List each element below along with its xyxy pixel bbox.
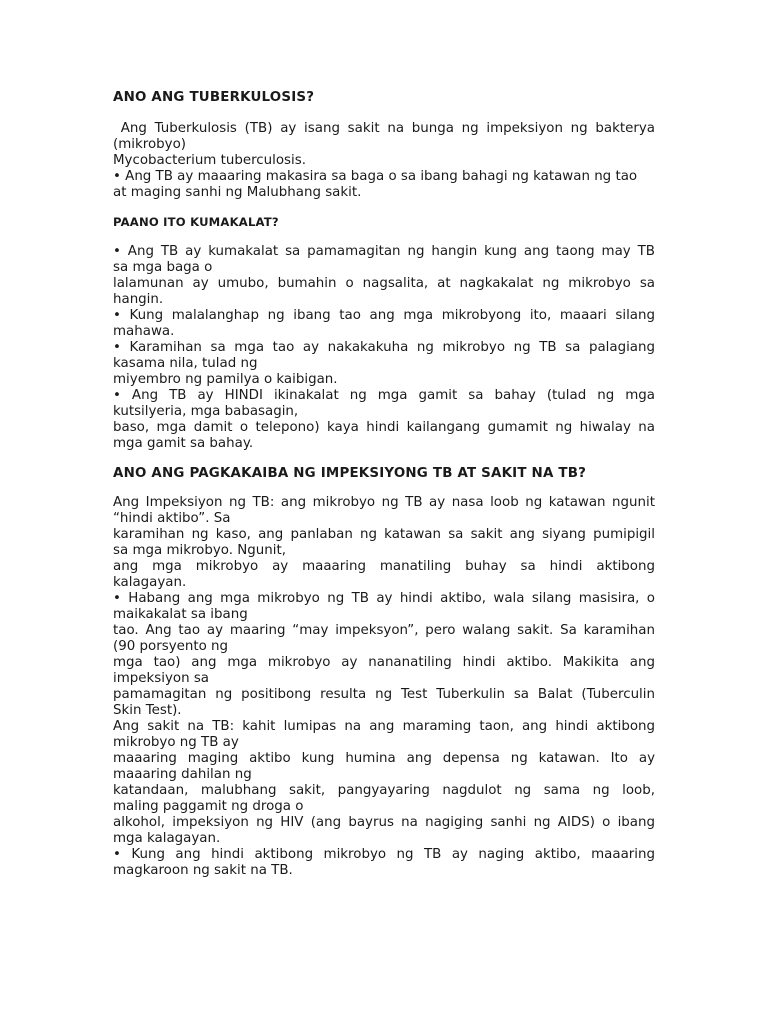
paragraph-line: magkaroon ng sakit na TB. (113, 863, 293, 878)
section-body-pagkakaiba (113, 495, 655, 879)
section-heading-kumakalat: PAANO ITO KUMAKALAT? (113, 215, 279, 229)
paragraph-line: miyembro ng pamilya o kaibigan. (113, 372, 338, 387)
paragraph-line: maaaring maging aktibo kung humina ang depensa ng katawan. Ito ay (113, 751, 655, 766)
paragraph-line: mikrobyo ng TB ay (113, 735, 239, 750)
paragraph-line: “hindi aktibo”. Sa (113, 511, 231, 526)
paragraph-line: katandaan, malubhang sakit, pangyayaring nagdulot ng sama ng loob, (113, 783, 655, 798)
paragraph-line: tao. Ang tao ay maaring “may impeksyon”, pero walang sakit. Sa karamihan (113, 623, 655, 638)
document-page (113, 90, 655, 879)
bullet-line: • Ang TB ay maaaring makasira sa baga o sa ibang bahagi ng katawan ng tao (113, 169, 638, 184)
paragraph-line: ang mga mikrobyo ay maaaring manatiling buhay sa hindi aktibong (113, 559, 655, 574)
paragraph-line: mga tao) ang mga mikrobyo ay nananatiling hindi aktibo. Makikita ang (113, 655, 655, 670)
paragraph-line: impeksiyon sa (113, 671, 209, 686)
section-heading-tuberkulosis: ANO ANG TUBERKULOSIS? (113, 90, 315, 105)
paragraph-line: alkohol, impeksiyon ng HIV (ang bayrus na nagiging sanhi ng AIDS) o ibang (113, 815, 655, 830)
paragraph-line: sa mga baga o (113, 260, 213, 275)
paragraph-line: Ang Tuberkulosis (TB) ay isang sakit na bunga ng impeksiyon ng bakterya (113, 121, 655, 136)
paragraph-line: mga gamit sa bahay. (113, 436, 254, 451)
paragraph-line: kutsilyeria, mga babasagin, (113, 404, 299, 419)
bullet-line: • Kung ang hindi aktibong mikrobyo ng TB ay naging aktibo, maaaring (113, 847, 655, 862)
paragraph-line: maling paggamit ng droga o (113, 799, 304, 814)
paragraph-line: (mikrobyo) (113, 137, 186, 152)
paragraph-line: maikakalat sa ibang (113, 607, 248, 622)
paragraph-line: kasama nila, tulad ng (113, 356, 258, 371)
section-heading-pagkakaiba: ANO ANG PAGKAKAIBA NG IMPEKSIYONG TB AT SAKIT NA TB? (113, 466, 587, 481)
paragraph-line: Skin Test). (113, 703, 182, 718)
bullet-line: • Ang TB ay HINDI ikinakalat ng mga gamit sa bahay (tulad ng mga (113, 388, 655, 403)
paragraph-line: Mycobacterium tuberculosis. (113, 153, 306, 168)
paragraph-line: maaaring dahilan ng (113, 767, 252, 782)
paragraph-line: (90 porsyento ng (113, 639, 229, 654)
section-body-tuberkulosis (113, 121, 655, 201)
paragraph-line: Ang sakit na TB: kahit lumipas na ang maraming taon, ang hindi aktibong (113, 719, 655, 734)
paragraph-line: lalamunan ay umubo, bumahin o nagsalita, at nagkakalat ng mikrobyo sa (113, 276, 655, 291)
paragraph-line: karamihan ng kaso, ang panlaban ng katawan sa sakit ang siyang pumipigil (113, 527, 655, 542)
bullet-line: • Karamihan sa mga tao ay nakakakuha ng mikrobyo ng TB sa palagiang (113, 340, 655, 355)
paragraph-line: at maging sanhi ng Malubhang sakit. (113, 185, 362, 200)
paragraph-line: Ang Impeksiyon ng TB: ang mikrobyo ng TB ay nasa loob ng katawan ngunit (113, 495, 655, 510)
paragraph-line: mahawa. (113, 324, 175, 339)
bullet-line: • Habang ang mga mikrobyo ng TB ay hindi aktibo, wala silang masisira, o (113, 591, 655, 606)
bullet-line: • Ang TB ay kumakalat sa pamamagitan ng hangin kung ang taong may TB (113, 244, 655, 259)
paragraph-line: pamamagitan ng positibong resulta ng Test Tuberkulin sa Balat (Tuberculin (113, 687, 655, 702)
paragraph-line: baso, mga damit o telepono) kaya hindi kailangang gumamit ng hiwalay na (113, 420, 655, 435)
paragraph-line: hangin. (113, 292, 164, 307)
paragraph-line: kalagayan. (113, 575, 187, 590)
paragraph-line: mga kalagayan. (113, 831, 221, 846)
paragraph-line: sa mga mikrobyo. Ngunit, (113, 543, 286, 558)
section-body-kumakalat (113, 244, 655, 452)
bullet-line: • Kung malalanghap ng ibang tao ang mga mikrobyong ito, maaari silang (113, 308, 655, 323)
